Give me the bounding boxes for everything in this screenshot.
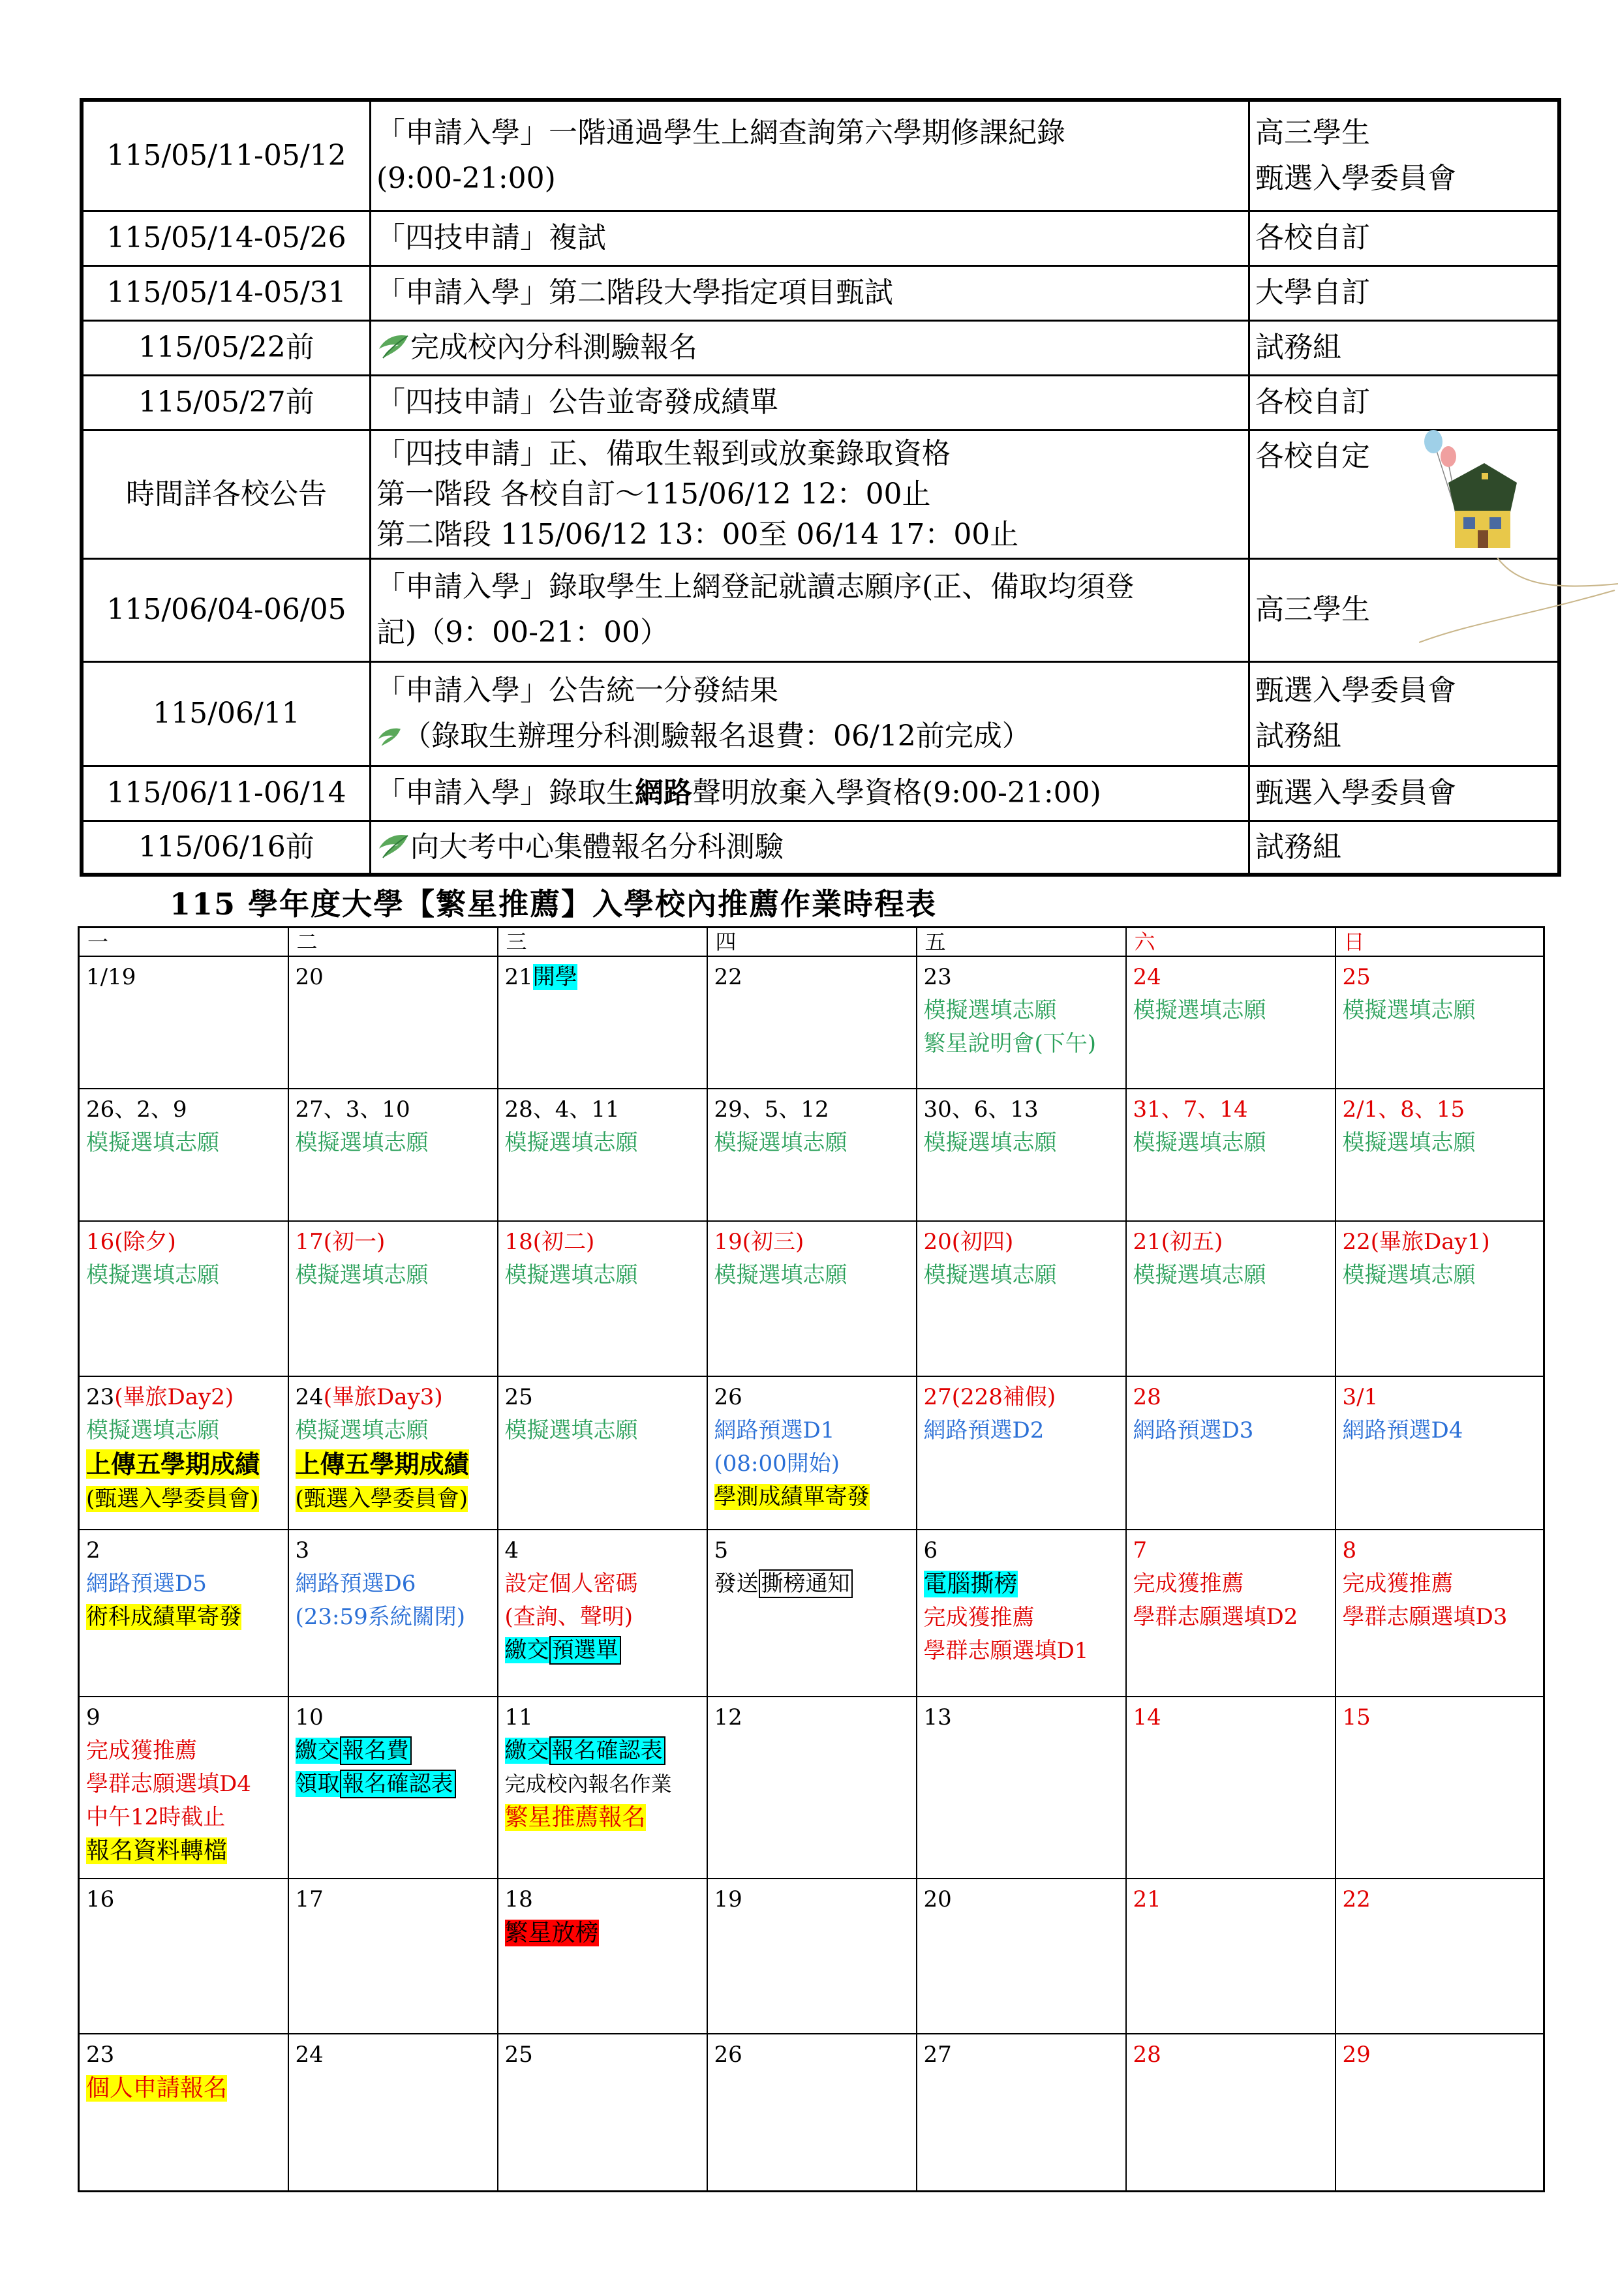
day-number: 22 bbox=[1342, 1886, 1371, 1912]
schedule-date: 115/06/16前 bbox=[82, 821, 371, 875]
calendar-day bbox=[1336, 2034, 1544, 2191]
event-label: 模擬選填志願 bbox=[714, 1130, 847, 1156]
schedule-unit: 各校自訂 bbox=[1249, 211, 1560, 265]
event-label: 模擬選填志願 bbox=[86, 1262, 219, 1288]
event-label: 完成獲推薦 bbox=[1133, 1571, 1244, 1597]
day-number: 2 bbox=[86, 1537, 100, 1563]
day-number: 29、5、12 bbox=[714, 1096, 829, 1123]
calendar-day bbox=[917, 1089, 1126, 1221]
item-text: 完成校內分科測驗報名 bbox=[410, 331, 697, 364]
weekday-wed: 三 bbox=[498, 928, 707, 957]
item-line: (9:00-21:00) bbox=[376, 161, 556, 195]
item-line bbox=[376, 714, 1243, 759]
calendar-day bbox=[79, 1879, 288, 2034]
day-number: 23 bbox=[86, 1384, 115, 1410]
calendar-day bbox=[1126, 2034, 1336, 2191]
calendar-day bbox=[288, 956, 498, 1089]
day-number: 17(初一) bbox=[295, 1229, 386, 1255]
event-label: 上傳五學期成績 bbox=[86, 1449, 260, 1479]
calendar-day bbox=[498, 1089, 707, 1221]
calendar-day bbox=[1336, 1221, 1544, 1376]
event-label: 網路預選D6 bbox=[295, 1571, 416, 1597]
day-number: 19(初三) bbox=[714, 1229, 804, 1255]
schedule-item bbox=[371, 766, 1249, 821]
calendar-day bbox=[288, 1089, 498, 1221]
day-number: 1/19 bbox=[86, 964, 136, 990]
schedule-row bbox=[82, 211, 1559, 265]
item-line: 「申請入學」公告統一分發結果 bbox=[376, 674, 778, 707]
day-number: 31、7、14 bbox=[1133, 1096, 1248, 1123]
event-label: 繁星放榜 bbox=[504, 1920, 599, 1946]
calendar-day bbox=[288, 1530, 498, 1697]
day-number: 8 bbox=[1342, 1537, 1357, 1563]
day-number: 29 bbox=[1342, 2042, 1371, 2068]
schedule-item: 「申請入學」第二階段大學指定項目甄試 bbox=[371, 265, 1249, 320]
event-label: 完成校內報名作業 bbox=[504, 1772, 672, 1796]
day-number: 25 bbox=[504, 1384, 533, 1410]
calendar-day bbox=[498, 2034, 707, 2191]
day-number: 23 bbox=[86, 2042, 115, 2068]
event-label: 模擬選填志願 bbox=[86, 1417, 219, 1443]
schedule-unit: 甄選入學委員會 bbox=[1249, 766, 1560, 821]
day-number: 2/1、8、15 bbox=[1342, 1096, 1465, 1123]
event-label: 網路預選D3 bbox=[1133, 1417, 1254, 1443]
schedule-row bbox=[82, 558, 1559, 661]
day-number: 3 bbox=[295, 1537, 310, 1563]
event-label: 模擬選填志願 bbox=[504, 1417, 638, 1443]
event-label: 模擬選填志願 bbox=[1342, 997, 1476, 1023]
calendar-day bbox=[79, 1530, 288, 1697]
event-label: 學群志願選填D1 bbox=[923, 1638, 1089, 1664]
schedule-date: 115/06/11 bbox=[82, 661, 371, 766]
calendar-day bbox=[707, 1530, 917, 1697]
event-label: 完成獲推薦 bbox=[923, 1605, 1035, 1631]
event-label: 網路預選D2 bbox=[923, 1417, 1045, 1443]
day-number: 18 bbox=[504, 1886, 533, 1912]
event-label: 繳交 bbox=[295, 1738, 340, 1764]
day-number: 30、6、13 bbox=[923, 1096, 1039, 1123]
weekday-mon: 一 bbox=[79, 928, 288, 957]
event-label: 報名確認表 bbox=[340, 1770, 456, 1798]
day-number: 24 bbox=[1133, 964, 1161, 990]
event-label: 電腦撕榜 bbox=[923, 1571, 1018, 1597]
day-number: 28 bbox=[1133, 1384, 1161, 1410]
calendar-day bbox=[79, 1376, 288, 1530]
event-label: 模擬選填志願 bbox=[504, 1130, 638, 1156]
event-label: 模擬選填志願 bbox=[86, 1130, 219, 1156]
day-number: 27、3、10 bbox=[295, 1096, 410, 1123]
item-text: 「申請入學」錄取生 bbox=[376, 776, 635, 809]
schedule-item bbox=[371, 558, 1249, 661]
day-number: 18(初二) bbox=[504, 1229, 595, 1255]
calendar-day bbox=[917, 1879, 1126, 2034]
weekday-tue: 二 bbox=[288, 928, 498, 957]
schedule-row bbox=[82, 375, 1559, 430]
event-label: 繁星說明會(下午) bbox=[923, 1031, 1097, 1057]
schedule-item bbox=[371, 320, 1249, 375]
schedule-unit: 各校自定 bbox=[1249, 430, 1560, 558]
schedule-item: 「四技申請」複試 bbox=[371, 211, 1249, 265]
event-label: 完成獲推薦 bbox=[1342, 1571, 1454, 1597]
event-label: 學群志願選填D2 bbox=[1133, 1604, 1298, 1630]
schedule-row bbox=[82, 265, 1559, 320]
calendar-week bbox=[79, 1697, 1544, 1879]
calendar-day bbox=[1336, 1697, 1544, 1879]
day-number: 24 bbox=[295, 1384, 324, 1410]
calendar-day bbox=[707, 1089, 917, 1221]
schedule-unit: 高三學生 bbox=[1249, 558, 1560, 661]
item-line: 「申請入學」錄取學生上網登記就讀志願序(正、備取均須登 bbox=[376, 570, 1135, 603]
schedule-date: 時間詳各校公告 bbox=[82, 430, 371, 558]
event-label: 報名費 bbox=[340, 1736, 412, 1765]
day-number: 23 bbox=[923, 964, 952, 990]
calendar-day bbox=[1126, 1089, 1336, 1221]
event-label: 術科成績單寄發 bbox=[86, 1604, 241, 1630]
day-number: 3/1 bbox=[1342, 1384, 1379, 1410]
day-number: 22 bbox=[714, 964, 742, 990]
calendar-day bbox=[917, 1376, 1126, 1530]
day-number: 11 bbox=[504, 1704, 533, 1730]
calendar-day bbox=[288, 1376, 498, 1530]
calendar-day bbox=[1126, 1376, 1336, 1530]
calendar-day bbox=[917, 1697, 1126, 1879]
calendar-day bbox=[1126, 956, 1336, 1089]
calendar-day bbox=[498, 1530, 707, 1697]
item-line: 第二階段 115/06/12 13：00至 06/14 17：00止 bbox=[376, 517, 1019, 551]
day-number: 21(初五) bbox=[1133, 1229, 1223, 1255]
day-number: 21 bbox=[1133, 1886, 1161, 1912]
day-number: 19 bbox=[714, 1886, 742, 1912]
event-label: (畢旅Day3) bbox=[323, 1384, 443, 1410]
unit-line: 高三學生 bbox=[1255, 115, 1370, 149]
day-number: 22(畢旅Day1) bbox=[1342, 1229, 1490, 1255]
calendar-day bbox=[288, 1697, 498, 1879]
day-number: 25 bbox=[1342, 964, 1371, 990]
schedule-row bbox=[82, 766, 1559, 821]
item-text: （錄取生辦理分科測驗報名退費：06/12前完成） bbox=[403, 719, 1031, 753]
event-label: 繳交 bbox=[504, 1637, 549, 1663]
day-number: 16 bbox=[86, 1886, 115, 1912]
schedule-item bbox=[371, 100, 1249, 211]
event-label: 模擬選填志願 bbox=[1133, 1130, 1266, 1156]
event-label: 模擬選填志願 bbox=[295, 1130, 429, 1156]
event-label: 開學 bbox=[532, 964, 577, 990]
calendar-week bbox=[79, 1089, 1544, 1221]
item-text: 聲明放棄入學資格(9:00-21:00) bbox=[692, 776, 1101, 809]
unit-line: 甄選入學委員會 bbox=[1255, 161, 1456, 195]
unit-line: 試務組 bbox=[1255, 719, 1341, 753]
event-label: 模擬選填志願 bbox=[295, 1417, 429, 1443]
calendar-week bbox=[79, 1530, 1544, 1697]
weekday-fri: 五 bbox=[917, 928, 1126, 957]
day-number: 10 bbox=[295, 1704, 324, 1730]
calendar-day bbox=[1336, 956, 1544, 1089]
event-label: 報名確認表 bbox=[549, 1736, 665, 1765]
schedule-item bbox=[371, 821, 1249, 875]
schedule-unit bbox=[1249, 661, 1560, 766]
calendar-week bbox=[79, 956, 1544, 1089]
day-number: 28 bbox=[1133, 2042, 1161, 2068]
event-label: 個人申請報名 bbox=[86, 2075, 228, 2102]
day-number: 20 bbox=[923, 1886, 952, 1912]
calendar-day bbox=[707, 1879, 917, 2034]
calendar-day bbox=[288, 1879, 498, 2034]
event-label: 繁星推薦報名 bbox=[504, 1804, 646, 1831]
day-number: 7 bbox=[1133, 1537, 1148, 1563]
event-label: 預選單 bbox=[549, 1636, 621, 1665]
calendar-day bbox=[707, 1221, 917, 1376]
schedule-unit: 試務組 bbox=[1249, 320, 1560, 375]
calendar-day bbox=[707, 1697, 917, 1879]
calendar-week bbox=[79, 1376, 1544, 1530]
day-number: 6 bbox=[923, 1537, 938, 1563]
schedule-row bbox=[82, 100, 1559, 211]
calendar-day bbox=[707, 956, 917, 1089]
event-label: 學群志願選填D3 bbox=[1342, 1604, 1508, 1630]
event-label: 中午12時截止 bbox=[86, 1804, 226, 1830]
event-label: 模擬選填志願 bbox=[1342, 1130, 1476, 1156]
event-label: 繳交 bbox=[504, 1738, 549, 1764]
day-number: 14 bbox=[1133, 1704, 1161, 1730]
calendar-week bbox=[79, 1879, 1544, 2034]
calendar-day bbox=[288, 2034, 498, 2191]
calendar-day bbox=[498, 1376, 707, 1530]
schedule-date: 115/05/27前 bbox=[82, 375, 371, 430]
day-number: 27(228補假) bbox=[923, 1384, 1056, 1410]
day-number: 24 bbox=[295, 2042, 324, 2068]
event-label: 模擬選填志願 bbox=[1342, 1262, 1476, 1288]
event-label: 模擬選填志願 bbox=[714, 1262, 847, 1288]
event-label: 完成獲推薦 bbox=[86, 1738, 197, 1764]
schedule-date: 115/06/04-06/05 bbox=[82, 558, 371, 661]
calendar-day bbox=[79, 1697, 288, 1879]
event-label: 模擬選填志願 bbox=[1133, 1262, 1266, 1288]
day-number: 28、4、11 bbox=[504, 1096, 620, 1123]
schedule-row bbox=[82, 661, 1559, 766]
calendar-day bbox=[917, 1530, 1126, 1697]
day-number: 9 bbox=[86, 1704, 100, 1730]
calendar-day bbox=[1126, 1697, 1336, 1879]
calendar-day bbox=[1336, 1879, 1544, 2034]
schedule-row bbox=[82, 430, 1559, 558]
weekday-sat: 六 bbox=[1126, 928, 1336, 957]
calendar-day bbox=[707, 1376, 917, 1530]
day-number: 13 bbox=[923, 1704, 952, 1730]
event-label: 報名資料轉檔 bbox=[86, 1837, 228, 1864]
schedule-date: 115/05/14-05/26 bbox=[82, 211, 371, 265]
calendar-table bbox=[78, 926, 1545, 2192]
item-line: 「四技申請」正、備取生報到或放棄錄取資格 bbox=[376, 436, 951, 470]
calendar-day bbox=[917, 956, 1126, 1089]
day-number: 25 bbox=[504, 2042, 533, 2068]
day-number: 26 bbox=[714, 2042, 742, 2068]
event-label: (23:59系統關閉) bbox=[295, 1604, 466, 1630]
day-number: 4 bbox=[504, 1537, 519, 1563]
event-label: 學測成績單寄發 bbox=[714, 1484, 870, 1510]
schedule-date: 115/05/14-05/31 bbox=[82, 265, 371, 320]
day-number: 16(除夕) bbox=[86, 1229, 176, 1255]
event-label: (甄選入學委員會) bbox=[86, 1486, 259, 1512]
item-line: 第一階段 各校自訂～115/06/12 12：00止 bbox=[376, 477, 931, 511]
calendar-day bbox=[79, 956, 288, 1089]
calendar-day bbox=[79, 1221, 288, 1376]
schedule-row bbox=[82, 821, 1559, 875]
item-line: 「申請入學」一階通過學生上網查詢第六學期修課紀錄 bbox=[376, 115, 1065, 149]
calendar-day bbox=[498, 1879, 707, 2034]
event-label: (甄選入學委員會) bbox=[295, 1486, 468, 1512]
calendar-day bbox=[288, 1221, 498, 1376]
event-label: 模擬選填志願 bbox=[1133, 997, 1266, 1023]
event-label: 網路預選D1 bbox=[714, 1417, 835, 1443]
event-label: 網路預選D4 bbox=[1342, 1417, 1463, 1443]
item-text: 向大考中心集體報名分科測驗 bbox=[410, 830, 784, 864]
event-label: (查詢、聲明) bbox=[504, 1604, 633, 1630]
schedule-date: 115/05/22前 bbox=[82, 320, 371, 375]
schedule-unit: 試務組 bbox=[1249, 821, 1560, 875]
schedule-date: 115/06/11-06/14 bbox=[82, 766, 371, 821]
event-label: 模擬選填志願 bbox=[923, 1130, 1057, 1156]
calendar-week bbox=[79, 1221, 1544, 1376]
schedule-item bbox=[371, 661, 1249, 766]
calendar-day bbox=[1126, 1530, 1336, 1697]
leaf-icon bbox=[376, 830, 410, 860]
weekday-sun: 日 bbox=[1336, 928, 1544, 957]
calendar-day bbox=[1336, 1530, 1544, 1697]
schedule-item bbox=[371, 430, 1249, 558]
schedule-row bbox=[82, 320, 1559, 375]
schedule-unit: 各校自訂 bbox=[1249, 375, 1560, 430]
event-label: 上傳五學期成績 bbox=[295, 1449, 469, 1479]
event-label: 模擬選填志願 bbox=[295, 1262, 429, 1288]
event-label: 模擬選填志願 bbox=[923, 997, 1057, 1023]
calendar-day bbox=[79, 1089, 288, 1221]
schedule-date: 115/05/11-05/12 bbox=[82, 100, 371, 211]
event-label: (畢旅Day2) bbox=[114, 1384, 234, 1410]
calendar-day bbox=[79, 2034, 288, 2191]
day-number: 26 bbox=[714, 1384, 742, 1410]
item-bold-text: 網路 bbox=[635, 776, 692, 809]
day-number: 20 bbox=[295, 964, 324, 990]
day-number: 27 bbox=[923, 2042, 952, 2068]
schedule-unit: 大學自訂 bbox=[1249, 265, 1560, 320]
schedule-table bbox=[80, 98, 1561, 877]
calendar-day bbox=[1336, 1376, 1544, 1530]
event-label: 撕榜通知 bbox=[759, 1569, 853, 1598]
day-number: 20(初四) bbox=[923, 1229, 1014, 1255]
event-label: 領取 bbox=[295, 1771, 340, 1797]
event-label: 學群志願選填D4 bbox=[86, 1771, 251, 1797]
calendar-week bbox=[79, 2034, 1544, 2191]
event-label: 網路預選D5 bbox=[86, 1571, 207, 1597]
event-label: 模擬選填志願 bbox=[504, 1262, 638, 1288]
house-illustration bbox=[1419, 427, 1618, 656]
item-line: 記)（9：00-21：00） bbox=[376, 616, 669, 649]
day-number: 12 bbox=[714, 1704, 742, 1730]
leaf-icon bbox=[376, 725, 403, 748]
event-label: 設定個人密碼 bbox=[504, 1571, 638, 1597]
day-number: 26、2、9 bbox=[86, 1096, 187, 1123]
weekday-header bbox=[79, 928, 1544, 957]
day-number: 21 bbox=[504, 964, 533, 990]
calendar-day bbox=[1336, 1089, 1544, 1221]
calendar-day bbox=[1126, 1221, 1336, 1376]
weekday-thu: 四 bbox=[707, 928, 917, 957]
event-label: 模擬選填志願 bbox=[923, 1262, 1057, 1288]
unit-line: 甄選入學委員會 bbox=[1255, 674, 1456, 707]
schedule-unit bbox=[1249, 100, 1560, 211]
event-label: (08:00開始) bbox=[714, 1451, 840, 1477]
schedule-item: 「四技申請」公告並寄發成績單 bbox=[371, 375, 1249, 430]
calendar-day bbox=[707, 2034, 917, 2191]
day-number: 5 bbox=[714, 1537, 729, 1563]
calendar-day bbox=[498, 1221, 707, 1376]
calendar-day bbox=[917, 1221, 1126, 1376]
calendar-day bbox=[917, 2034, 1126, 2191]
calendar-title: 115 學年度大學【繁星推薦】入學校內推薦作業時程表 bbox=[170, 886, 938, 922]
event-label: 發送 bbox=[714, 1571, 759, 1597]
calendar-day bbox=[1126, 1879, 1336, 2034]
day-number: 17 bbox=[295, 1886, 324, 1912]
leaf-icon bbox=[376, 331, 410, 361]
day-number: 15 bbox=[1342, 1704, 1371, 1730]
calendar-day bbox=[498, 1697, 707, 1879]
calendar-day bbox=[498, 956, 707, 1089]
